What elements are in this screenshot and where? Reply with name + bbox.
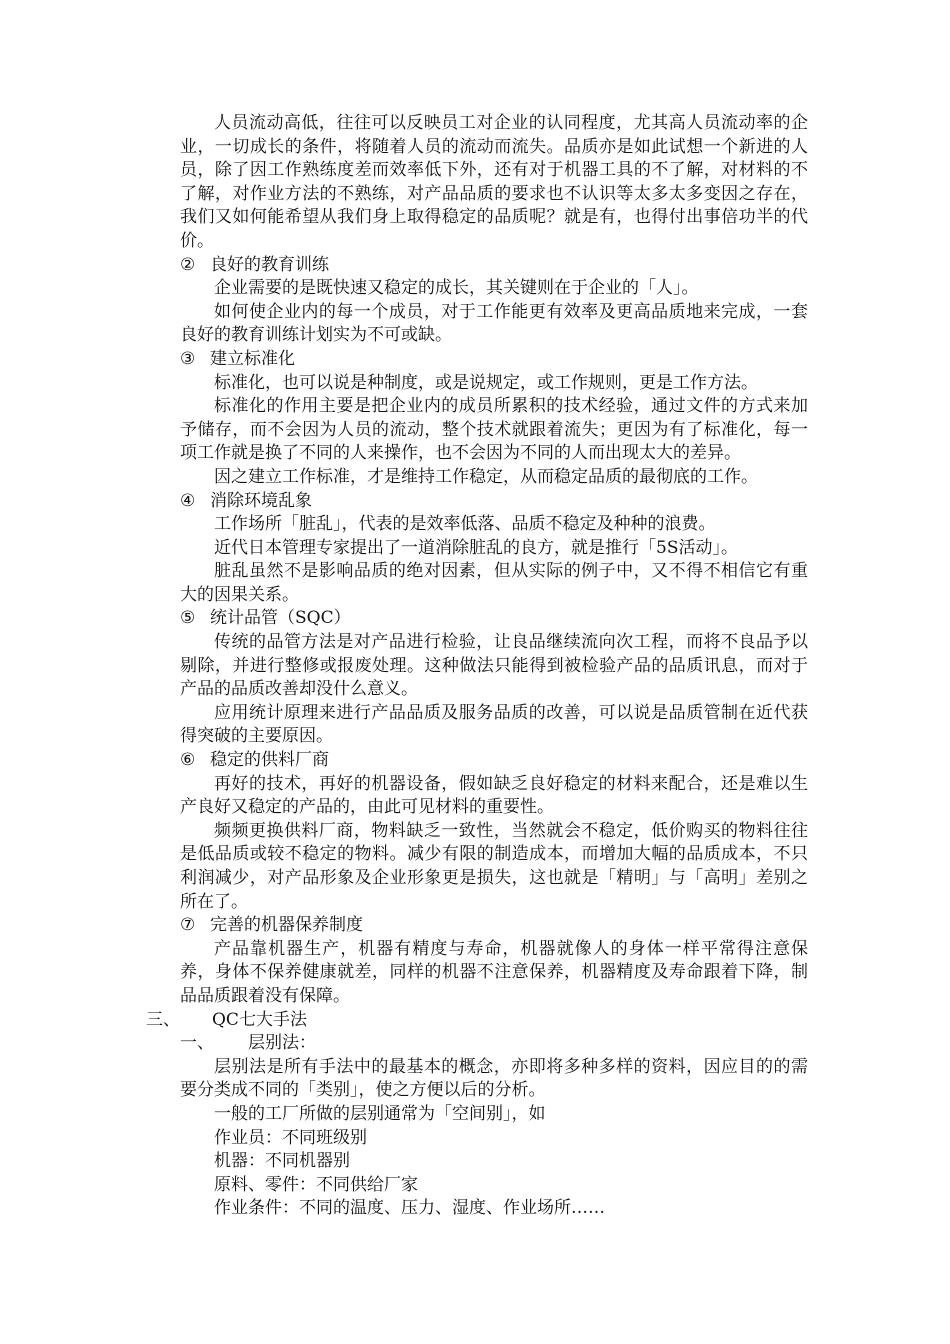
item-heading-maintenance	[180, 914, 808, 938]
item-heading-standardization	[180, 348, 808, 372]
section-number: 三、	[146, 1009, 180, 1030]
item-title: 建立标准化	[210, 348, 295, 369]
paragraph: 标准化，也可以说是种制度，或是说规定，或工作规则，更是工作方法。	[214, 372, 758, 393]
item-title: 完善的机器保养制度	[210, 915, 363, 936]
subsection-title: 层别法：	[248, 1033, 316, 1054]
item-number: ⑥	[180, 750, 196, 771]
subsection-number: 一、	[180, 1033, 214, 1054]
item-heading-environment	[180, 490, 808, 514]
paragraph: 再好的技术，再好的机器设备，假如缺乏良好稳定的材料来配合，还是难以生产良好又稳定的产品的，由此可见材料的重要性。	[180, 773, 808, 818]
item-heading-supplier	[180, 749, 808, 773]
item-heading-education	[180, 254, 808, 278]
item-number: ④	[180, 490, 196, 511]
paragraph: 产品靠机器生产，机器有精度与寿命，机器就像人的身体一样平常得注意保养，身体不保养健康就差，同样的机器不注意保养，机器精度及寿命跟着下降，制品品质跟着没有保障。	[180, 938, 808, 1006]
section-title: QC七大手法	[212, 1009, 307, 1030]
paragraph: 一般的工厂所做的层别通常为「空间别」，如	[214, 1103, 546, 1124]
document-page	[146, 112, 808, 1221]
list-item: 原料、零件：不同供给厂家	[214, 1174, 418, 1195]
paragraph: 应用统计原理来进行产品品质及服务品质的改善，可以说是品质管制在近代获得突破的主要原因。	[180, 702, 808, 747]
item-number: ③	[180, 348, 196, 369]
paragraph: 频频更换供料厂商，物料缺乏一致性，当然就会不稳定，低价购买的物料往往是低品质或较不稳定的物料。减少有限的制造成本，而增加大幅的品质成本，不只利润减少，对产品形象及企业形象更是损失，这也就是「精明」与「高明」差别之所在了。	[180, 820, 808, 912]
intro-paragraph: 人员流动高低，往往可以反映员工对企业的认同程度，尤其高人员流动率的企业，一切成长的条件，将随着人员的流动而流失。品质亦是如此试想一个新进的人员，除了因工作熟练度差而效率低下外，还有对于机器工具的不了解，对材料的不了解，对作业方法的不熟练，对产品品质的要求也不认识等太多太多变因之存在，我们又如何能希望从我们身上取得稳定的品质呢？就是有，也得付出事倍功半的代价。	[180, 113, 808, 251]
paragraph: 标准化的作用主要是把企业内的成员所累积的技术经验，通过文件的方式来加予储存，而不会因为人员的流动，整个技术就跟着流失；更因为有了标准化，每一项工作就是换了不同的人来操作，也不会因为不同的人而出现太大的差异。	[180, 396, 808, 464]
item-title: 稳定的供料厂商	[210, 750, 329, 771]
paragraph: 工作场所「脏乱」，代表的是效率低落、品质不稳定及种种的浪费。	[214, 514, 716, 535]
list-item: 作业条件：不同的温度、压力、湿度、作业场所……	[214, 1198, 605, 1219]
paragraph: 如何使企业内的每一个成员，对于工作能更有效率及更高品质地来完成，一套良好的教育训练计划实为不可或缺。	[180, 301, 808, 346]
subsection-heading	[180, 1032, 808, 1056]
item-number: ⑦	[180, 915, 196, 936]
list-item: 作业员：不同班级别	[214, 1127, 367, 1148]
paragraph: 脏乱虽然不是影响品质的绝对因素，但从实际的例子中，又不得不相信它有重大的因果关系。	[180, 561, 808, 605]
item-number: ⑤	[180, 608, 196, 629]
item-number: ②	[180, 254, 196, 275]
paragraph: 因之建立工作标准，才是维持工作稳定，从而稳定品质的最彻底的工作。	[214, 466, 758, 487]
paragraph: 传统的品管方法是对产品进行检验，让良品继续流向次工程，而将不良品予以剔除，并进行整修或报废处理。这种做法只能得到被检验产品的品质讯息，而对于产品的品质改善却没什么意义。	[180, 632, 808, 700]
section-heading	[146, 1009, 774, 1033]
item-title: 统计品管（SQC）	[210, 608, 351, 629]
list-item: 机器：不同机器别	[214, 1151, 350, 1172]
item-heading-sqc	[180, 607, 808, 631]
item-title: 良好的教育训练	[210, 254, 329, 275]
paragraph: 层别法是所有手法中的最基本的概念，亦即将多种多样的资料，因应目的的需要分类成不同的「类别」，使之方便以后的分析。	[180, 1056, 808, 1101]
paragraph: 企业需要的是既快速又稳定的成长，其关键则在于企业的「人」。	[214, 278, 699, 299]
paragraph: 近代日本管理专家提出了一道消除脏乱的良方，就是推行「5S活动」。	[214, 537, 738, 558]
item-title: 消除环境乱象	[210, 490, 312, 511]
